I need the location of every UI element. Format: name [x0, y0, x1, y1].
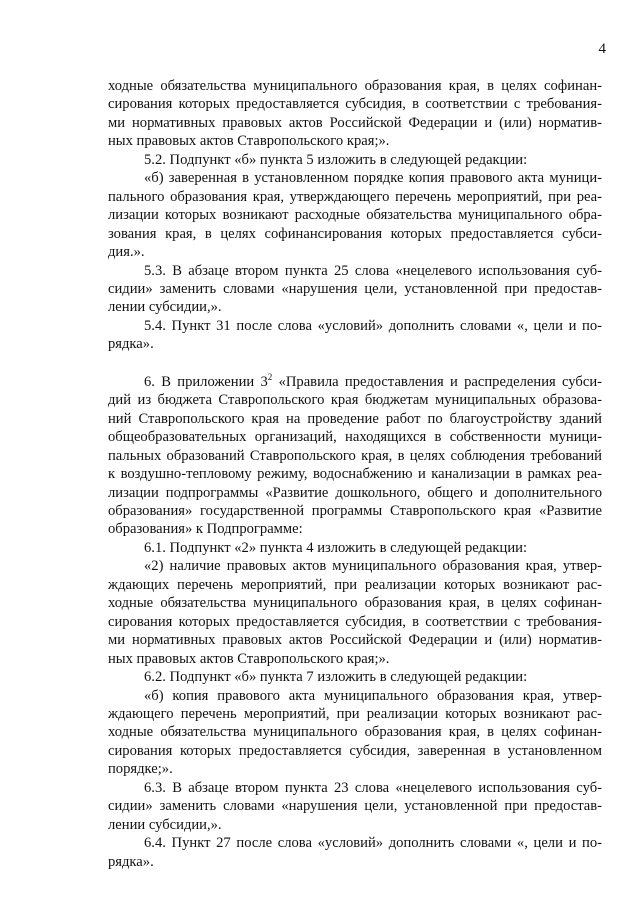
- text-line: ходные обязательства муниципального образования края, в целях софинан-: [108, 78, 602, 94]
- text-line: ждающих перечень мероприятий, при реализации которых возникают рас-: [108, 576, 602, 593]
- text-line: зования края, в целях софинансирования которых предоставляется субси-: [108, 225, 602, 242]
- text-line: 6.3. В абзаце втором пункта 23 слова «нецелевого использования суб-: [144, 779, 602, 796]
- text-line: лизации подпрограммы «Развитие дошкольного, общего и дополнительного: [108, 484, 602, 501]
- document-body: [108, 77, 602, 871]
- text-line: общеобразовательных организаций, находящихся в собственности муници-: [108, 429, 602, 446]
- text-line: лении субсидии,».: [108, 299, 222, 316]
- text-line: «2) наличие правовых актов муниципального образования края, утвер-: [144, 558, 602, 575]
- text-line: ных правовых актов Ставропольского края;».: [108, 650, 390, 667]
- text-line: сирования которых предоставляется субсидия, заверенная в установленном: [108, 742, 602, 759]
- page-number: 4: [598, 41, 606, 57]
- text-line: ходные обязательства муниципального образования края, в целях софинан-: [108, 595, 602, 612]
- text-line: 6.2. Подпункт «б» пункта 7 изложить в следующей редакции:: [144, 669, 528, 686]
- text-line: ждающего перечень мероприятий, при реализации которых возникают рас-: [108, 705, 602, 722]
- text-line: пальных образований Ставропольского края, в целях соблюдения требований: [108, 447, 602, 464]
- text-line: сирования которых предоставляется субсидия, в соответствии с требования-: [108, 613, 602, 630]
- text-line: порядке;».: [108, 761, 173, 778]
- text-line: ми нормативных правовых актов Российской Федерации и (или) норматив-: [108, 632, 602, 649]
- text-line: 5.2. Подпункт «б» пункта 5 изложить в следующей редакции:: [144, 151, 528, 168]
- text-line: ходные обязательства муниципального образования края, в целях софинан-: [108, 724, 602, 741]
- text-line: рядка».: [108, 853, 154, 870]
- text-line: «б) копия правового акта муниципального образования края, утвер-: [144, 687, 602, 704]
- text-segment: 6. В приложении 3: [144, 373, 268, 390]
- text-line: пального образования края, утверждающего перечень мероприятий, при реа-: [108, 188, 602, 205]
- text-line: ных правовых актов Ставропольского края;».: [108, 133, 390, 150]
- superscript: 2: [267, 372, 273, 382]
- text-line: 5.3. В абзаце втором пункта 25 слова «нецелевого использования суб-: [144, 262, 602, 279]
- text-line: дия.».: [108, 244, 145, 261]
- paragraph-gap: [108, 354, 602, 373]
- text-line: [108, 373, 602, 391]
- text-line: ми нормативных правовых актов Российской Федерации и (или) норматив-: [108, 114, 602, 131]
- text-segment: «Правила предоставления и распределения субси-: [272, 373, 602, 390]
- text-line: лизации которых возникают расходные обязательства муниципального обра-: [108, 207, 602, 224]
- text-line: рядка».: [108, 336, 154, 353]
- text-line: ний Ставропольского края на проведение работ по благоустройству зданий: [108, 410, 602, 427]
- text-line: «б) заверенная в установленном порядке копия правового акта муници-: [144, 170, 602, 187]
- text-line: сидии» заменить словами «нарушения цели, установленной при предостав-: [108, 798, 602, 815]
- text-line: дий из бюджета Ставропольского края бюджетам муниципальных образова-: [108, 392, 602, 409]
- text-line: 5.4. Пункт 31 после слова «условий» дополнить словами «, цели и по-: [144, 317, 602, 334]
- text-line: лении субсидии,».: [108, 816, 222, 833]
- text-line: сирования которых предоставляется субсидия, в соответствии с требования-: [108, 96, 602, 113]
- text-line: образования» к Подпрограмме:: [108, 521, 303, 538]
- text-line: образования» государственной программы Ставропольского края «Развитие: [108, 502, 602, 519]
- text-line: 6.1. Подпункт «2» пункта 4 изложить в следующей редакции:: [144, 539, 528, 556]
- text-line: сидии» заменить словами «нарушения цели, установленной при предостав-: [108, 280, 602, 297]
- text-line: к воздушно-тепловому режиму, водоснабжению и канализации в рамках реа-: [108, 466, 602, 483]
- text-line: 6.4. Пункт 27 после слова «условий» дополнить словами «, цели и по-: [144, 835, 602, 852]
